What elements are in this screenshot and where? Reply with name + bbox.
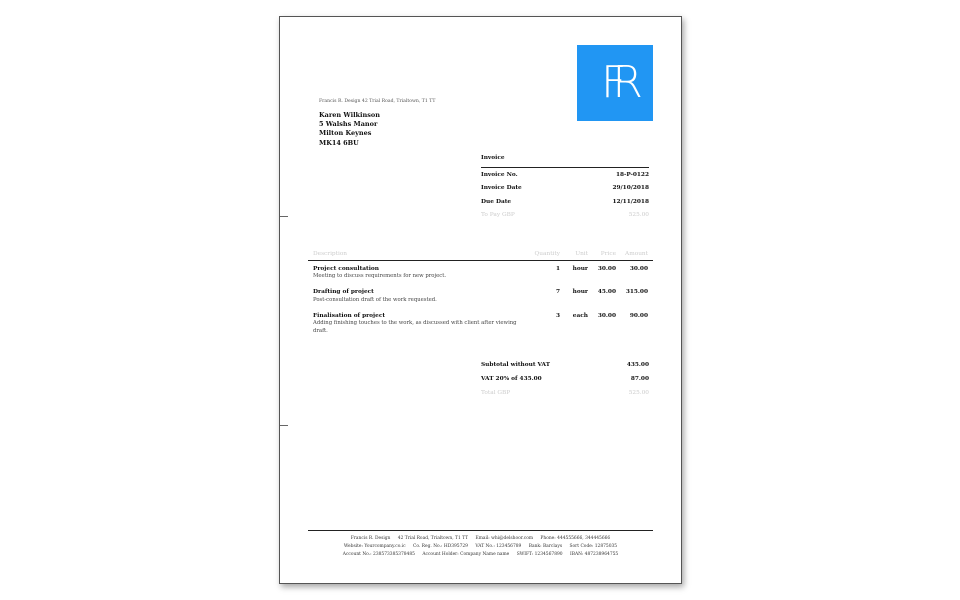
- item-description: Post-consultation draft of the work requested.: [313, 296, 437, 303]
- table-row: [308, 311, 653, 335]
- logo-monogram: FR: [601, 57, 629, 108]
- due-date-label: Due Date: [481, 198, 512, 205]
- vat-value: 87.00: [630, 376, 649, 382]
- invoice-date-value: 29/10/2018: [612, 185, 649, 192]
- footer-line-2: [308, 543, 653, 551]
- sender-address-line: Francis R. Design 42 Trial Road, Trialtown, T1 TT: [319, 99, 436, 104]
- item-quantity: 1: [555, 265, 560, 272]
- header-unit: Unit: [575, 251, 588, 257]
- fold-mark-bottom: [280, 425, 288, 426]
- recipient-street: 5 Walshs Manor: [319, 120, 378, 129]
- item-title: Finalisation of project: [313, 312, 386, 319]
- footer-account-holder: Account Holder: Company Name name: [422, 552, 510, 557]
- footer-phone: Phone: 444555666, 344445666: [540, 536, 611, 541]
- footer-line-1: [308, 535, 653, 543]
- header-description: Description: [313, 251, 348, 257]
- item-quantity: 7: [555, 289, 560, 296]
- footer-vat-no: VAT No.: 123456789: [475, 544, 522, 549]
- footer-company: Francis R. Design: [350, 536, 391, 541]
- item-amount: 30.00: [629, 265, 648, 272]
- invoice-number-row: [481, 168, 649, 182]
- header-price: Price: [600, 251, 616, 257]
- to-pay-label: To Pay GBP: [481, 212, 515, 219]
- invoice-date-row: [481, 182, 649, 196]
- footer-bank: Bank: Barclays: [528, 544, 563, 549]
- header-quantity: Quantity: [534, 251, 560, 257]
- total-label: Total GBP: [481, 390, 511, 396]
- footer-swift: SWIFT: 1234567890: [516, 552, 563, 557]
- item-unit: each: [572, 312, 588, 319]
- subtotal-value: 435.00: [626, 362, 649, 368]
- table-row: [308, 288, 653, 305]
- total-value: 525.00: [628, 390, 649, 396]
- footer-divider: [308, 530, 653, 531]
- footer-account-no: Account No.: 238573385378485: [342, 552, 415, 557]
- company-logo: [577, 45, 653, 121]
- item-amount: 90.00: [629, 312, 648, 319]
- invoice-heading: Invoice: [481, 155, 649, 168]
- item-title: Project consultation: [313, 265, 379, 272]
- header-amount: Amount: [625, 251, 648, 257]
- table-row: [308, 264, 653, 281]
- item-unit: hour: [572, 289, 588, 296]
- item-price: 30.00: [597, 265, 616, 272]
- footer-email: Email: whi@delshoor.com: [475, 536, 534, 541]
- item-price: 30.00: [597, 312, 616, 319]
- recipient-postcode: MK14 6BU: [319, 138, 359, 147]
- fold-mark-top: [280, 216, 288, 217]
- item-price: 45.00: [597, 289, 616, 296]
- subtotal-label: Subtotal without VAT: [481, 362, 551, 368]
- footer-iban: IBAN: 487238964755: [569, 552, 619, 557]
- invoice-number-value: 18-P-0122: [615, 171, 649, 178]
- subtotal-row: [481, 358, 649, 372]
- to-pay-value: 525.00: [628, 212, 649, 219]
- footer-address: 42 Trial Road, Trialtown, T1 TT: [397, 536, 469, 541]
- invoice-meta: [481, 155, 649, 222]
- recipient-address: [319, 111, 380, 148]
- company-footer: [308, 535, 653, 559]
- item-description: Meeting to discuss requirements for new project.: [313, 273, 447, 279]
- item-amount: 315.00: [625, 289, 648, 296]
- footer-line-3: [308, 551, 653, 559]
- recipient-city: Milton Keynes: [319, 129, 372, 138]
- item-quantity: 3: [555, 312, 560, 319]
- invoice-page: [279, 16, 682, 584]
- footer-reg-no: Co. Reg. No.: HD395729: [412, 544, 468, 549]
- invoice-date-label: Invoice Date: [481, 185, 522, 192]
- totals-block: [481, 358, 649, 400]
- vat-label: VAT 20% of 435.00: [481, 376, 542, 382]
- footer-sort-code: Sort Code: 12875035: [569, 544, 618, 549]
- invoice-number-label: Invoice No.: [481, 171, 518, 178]
- footer-website: Website: Yourcompany.co.ic: [343, 544, 406, 549]
- vat-row: [481, 372, 649, 386]
- item-title: Drafting of project: [313, 289, 374, 296]
- line-items-table: [308, 248, 653, 335]
- item-description: Adding finishing touches to the work, as discussed with client after viewing draft.: [313, 320, 517, 334]
- table-header: [308, 248, 653, 261]
- item-unit: hour: [572, 265, 588, 272]
- to-pay-row: [481, 209, 649, 223]
- total-row: [481, 386, 649, 400]
- due-date-row: [481, 195, 649, 209]
- due-date-value: 12/11/2018: [612, 198, 649, 205]
- recipient-name: Karen Wilkinson: [319, 111, 380, 119]
